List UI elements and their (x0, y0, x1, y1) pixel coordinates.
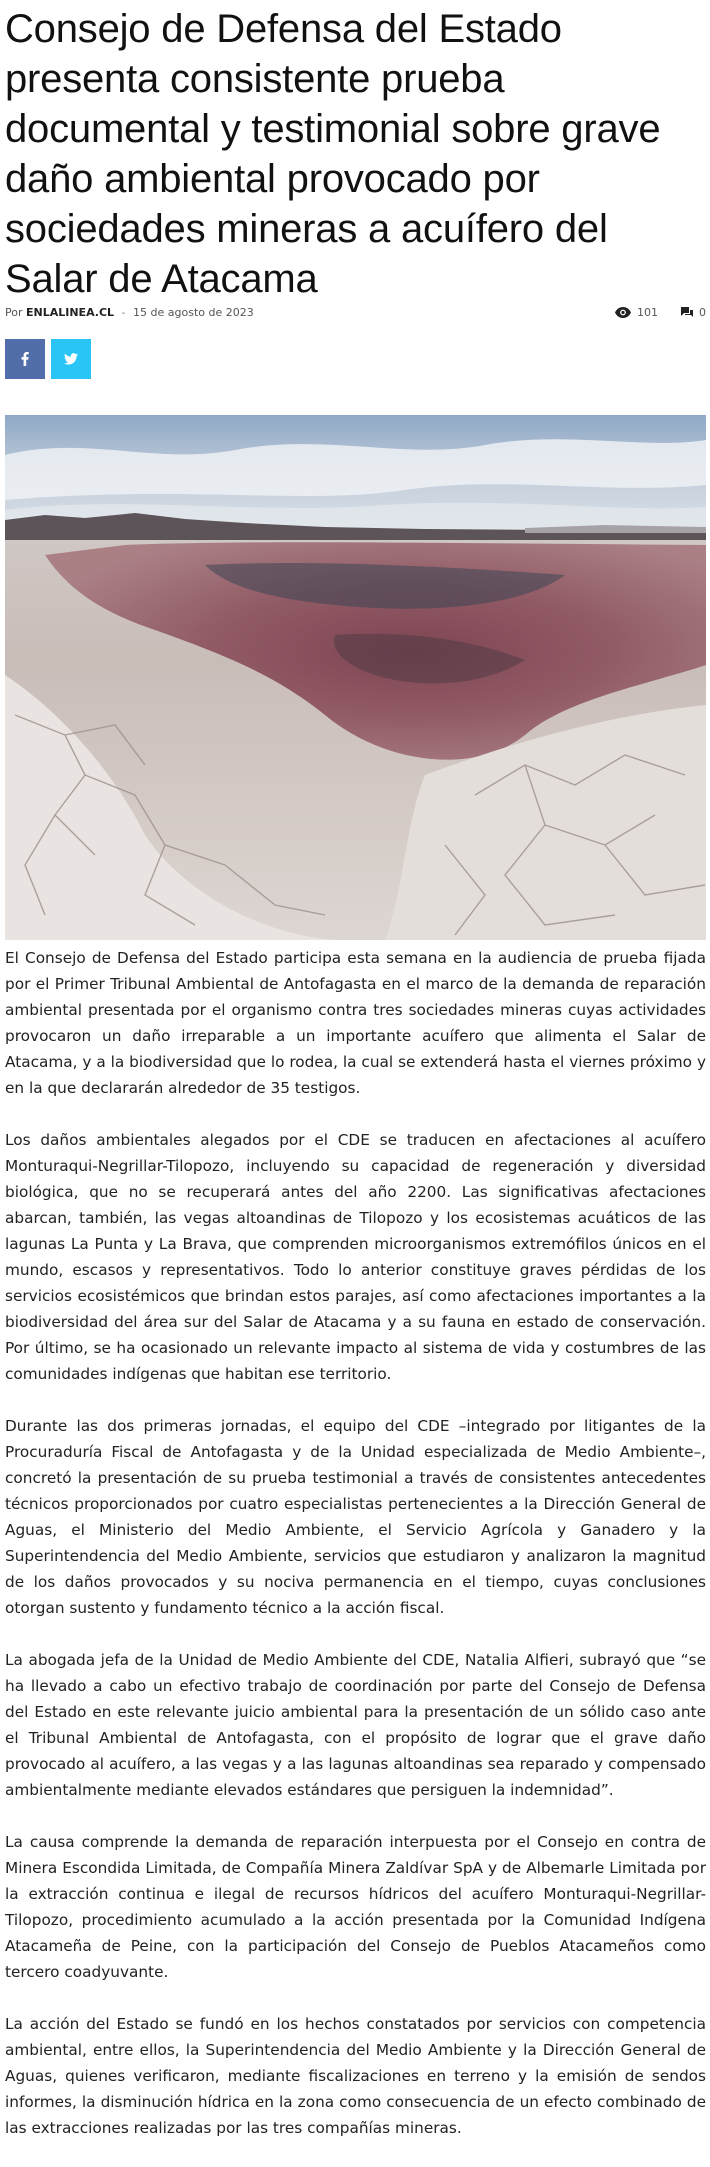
comments-count[interactable] (680, 306, 706, 319)
article-photo (5, 415, 706, 940)
paragraph: La acción del Estado se fundó en los hechos constatados por servicios con competencia ambiental, entre ellos, la Superintendencia del Medio Ambiente y la Dirección General de Aguas, quienes verificaron, mediante fiscalizaciones en terreno y la emisión de sendos informes, la disminución hídrica en la zona como consecuencia de un efecto combinado de las extracciones realizadas por las tres compañías mineras. (5, 2015, 706, 2137)
article-meta (5, 306, 706, 326)
paragraph: La causa comprende la demanda de reparación interpuesta por el Consejo en contra de Minera Escondida Limitada, de Compañía Minera Zaldívar SpA y de Albemarle Limitada por la extracción continua e ilegal de recursos hídricos del acuífero Monturaqui-Negrillar-Tilopozo, procedimiento acumulado a la acción presentada por la Comunidad Indígena Atacameña de Peine, con la participación del Consejo de Pueblos Atacameños como tercero coadyuvante. (5, 1833, 706, 1981)
comment-icon (680, 307, 693, 318)
facebook-share-button[interactable] (5, 339, 45, 379)
byline (5, 306, 254, 319)
publish-date: 15 de agosto de 2023 (133, 306, 254, 319)
byline-separator: - (121, 306, 126, 319)
article-stats (593, 306, 706, 319)
paragraph: Los daños ambientales alegados por el CDE se traducen en afectaciones al acuífero Monturaqui-Negrillar-Tilopozo, incluyendo su capacidad de regeneración y diversidad biológica, que no se recuperará antes del año 2200. Las significativas afectaciones abarcan, también, las vegas altoandinas de Tilopozo y los ecosistemas acuáticos de las lagunas La Punta y La Brava, que comprenden microorganismos extremófilos únicos en el mundo, escasos y representativos. Todo lo anterior constituye graves pérdidas de los servicios ecosistémicos que brindan estos parajes, así como afectaciones importantes a la biodiversidad del área sur del Salar de Atacama y a su fauna en estado de conservación. Por último, se ha ocasionado un relevante impacto al sistema de vida y costumbres de las comunidades indígenas que habitan ese territorio. (5, 1131, 706, 1383)
article-body (5, 945, 706, 2167)
byline-prefix: Por (5, 306, 23, 319)
article-title: Consejo de Defensa del Estado presenta consistente prueba documental y testimonial sobre grave daño ambiental provocado por sociedades mineras a acuífero del Salar de Atacama (5, 7, 661, 301)
paragraph: Durante las dos primeras jornadas, el equipo del CDE –integrado por litigantes de la Procuraduría Fiscal de Antofagasta y de la Unidad especializada de Medio Ambiente–, concretó la presentación de su prueba testimonial a través de consistentes antecedentes técnicos proporcionados por cuatro especialistas pertenecientes a la Dirección General de Aguas, el Ministerio del Medio Ambiente, el Servicio Agrícola y Ganadero y la Superintendencia del Medio Ambiente, servicios que estudiaron y analizaron la magnitud de los daños provocados y su nociva permanencia en el tiempo, cuyas conclusiones otorgan sustento y fundamento técnico a la acción fiscal. (5, 1417, 706, 1617)
facebook-icon (21, 352, 29, 366)
twitter-share-button[interactable] (51, 339, 91, 379)
paragraph: El Consejo de Defensa del Estado participa esta semana en la audiencia de prueba fijada por el Primer Tribunal Ambiental de Antofagasta en el marco de la demanda de reparación ambiental presentada por el organismo contra tres sociedades mineras cuyas actividades provocaron un daño irreparable a un importante acuífero que alimenta el Salar de Atacama, y a la biodiversidad que lo rodea, la cual se extenderá hasta el viernes próximo y en la que declararán alrededor de 35 testigos. (5, 949, 706, 1097)
article (5, 0, 706, 2137)
author-link[interactable]: ENLALINEA.CL (26, 306, 115, 319)
share-buttons (5, 339, 91, 379)
views-value: 101 (637, 306, 658, 319)
twitter-icon (64, 353, 78, 365)
comments-value: 0 (699, 306, 706, 319)
views-count (615, 306, 658, 319)
eye-icon (615, 307, 631, 318)
paragraph: La abogada jefa de la Unidad de Medio Ambiente del CDE, Natalia Alfieri, subrayó que “se ha llevado a cabo un efectivo trabajo de coordinación por parte del Consejo de Defensa del Estado en este relevante juicio ambiental para la presentación de un sólido caso ante el Tribunal Ambiental de Antofagasta, con el propósito de lograr que el grave daño provocado al acuífero, a las vegas y a las lagunas altoandinas sea reparado y compensado ambientalmente mediante elevados estándares que persiguen la indemnidad”. (5, 1651, 706, 1799)
salt-flat-image (5, 415, 706, 940)
